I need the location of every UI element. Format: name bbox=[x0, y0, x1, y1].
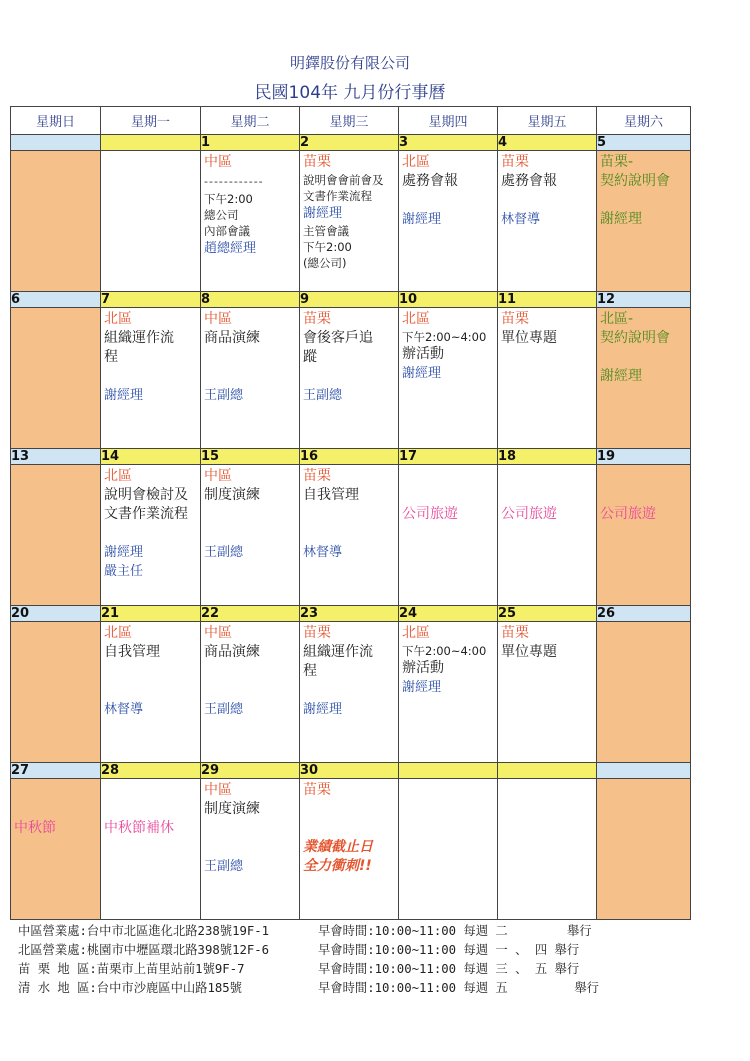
event-line bbox=[104, 781, 197, 800]
day-events bbox=[11, 779, 100, 840]
date-number: 29 bbox=[201, 763, 300, 779]
event-line: 王副總 bbox=[204, 859, 244, 874]
event-line: 謝經理 bbox=[402, 212, 442, 227]
event-line bbox=[402, 486, 494, 505]
event-line bbox=[14, 781, 97, 800]
date-number: 25 bbox=[498, 606, 597, 622]
day-events bbox=[399, 151, 497, 231]
event-line: 組織運作流 bbox=[104, 330, 174, 346]
date-number bbox=[399, 763, 498, 779]
day-cell bbox=[201, 465, 300, 606]
date-number: 14 bbox=[101, 449, 201, 465]
event-line: 北區 bbox=[402, 154, 430, 170]
date-number: 3 bbox=[399, 135, 498, 151]
date-number: 28 bbox=[101, 763, 201, 779]
date-number bbox=[11, 135, 101, 151]
date-number: 10 bbox=[399, 292, 498, 308]
event-line bbox=[204, 348, 296, 367]
event-line: 苗栗 bbox=[303, 782, 331, 798]
date-number: 20 bbox=[11, 606, 101, 622]
event-line bbox=[204, 367, 296, 386]
event-line: 趙總經理 bbox=[204, 241, 257, 256]
calendar-table bbox=[10, 106, 691, 920]
date-number: 6 bbox=[11, 292, 101, 308]
week-content-row bbox=[11, 779, 691, 920]
event-line: 北區 bbox=[104, 468, 132, 484]
event-line: 主管會議 bbox=[303, 224, 349, 238]
day-cell bbox=[300, 308, 399, 449]
date-number bbox=[597, 763, 691, 779]
event-line: 中區 bbox=[204, 468, 232, 484]
date-number: 23 bbox=[300, 606, 399, 622]
day-cell bbox=[101, 779, 201, 920]
date-row bbox=[11, 606, 691, 622]
date-number: 13 bbox=[11, 449, 101, 465]
event-line: 公司旅遊 bbox=[501, 506, 557, 522]
event-line bbox=[104, 800, 197, 819]
day-events bbox=[399, 308, 497, 385]
day-events bbox=[11, 308, 100, 312]
day-cell bbox=[11, 779, 101, 920]
event-line: 苗栗 bbox=[501, 311, 529, 327]
weekday-header: 星期一 bbox=[101, 107, 201, 135]
day-cell bbox=[399, 308, 498, 449]
event-line: 總公司 bbox=[204, 208, 239, 222]
day-cell bbox=[300, 151, 399, 292]
day-events bbox=[597, 151, 690, 231]
date-row bbox=[11, 449, 691, 465]
event-line: 中區 bbox=[204, 782, 232, 798]
date-row bbox=[11, 292, 691, 308]
event-line: 組織運作流 bbox=[303, 644, 373, 660]
day-cell bbox=[597, 779, 691, 920]
day-cell bbox=[399, 779, 498, 920]
date-number: 7 bbox=[101, 292, 201, 308]
event-line: 中區 bbox=[204, 154, 232, 170]
event-line bbox=[303, 819, 395, 838]
date-number: 30 bbox=[300, 763, 399, 779]
meeting-time: 早會時間:10:00~11:00 每週 三 、 五 舉行 bbox=[318, 962, 580, 976]
event-line: 苗栗 bbox=[303, 311, 331, 327]
event-line: 契約說明會 bbox=[600, 330, 670, 346]
date-number: 21 bbox=[101, 606, 201, 622]
event-line bbox=[402, 467, 494, 486]
day-events bbox=[101, 151, 200, 155]
event-line: 謝經理 bbox=[402, 680, 442, 695]
day-events bbox=[201, 151, 299, 260]
event-line: 下午2:00 bbox=[303, 240, 352, 254]
office-info-footer bbox=[18, 922, 599, 998]
date-number: 22 bbox=[201, 606, 300, 622]
week-content-row bbox=[11, 465, 691, 606]
event-line: 北區 bbox=[104, 625, 132, 641]
day-cell bbox=[597, 308, 691, 449]
date-number: 17 bbox=[399, 449, 498, 465]
event-line: 全力衝刺!! bbox=[303, 858, 372, 874]
event-line: 苗栗 bbox=[303, 625, 331, 641]
event-line: 林督導 bbox=[104, 702, 144, 717]
event-line: 蹤 bbox=[303, 349, 317, 365]
day-events bbox=[201, 779, 299, 878]
event-line bbox=[303, 505, 395, 524]
event-line: 自我管理 bbox=[104, 644, 160, 660]
event-line bbox=[14, 800, 97, 819]
day-events bbox=[300, 151, 398, 273]
day-cell bbox=[597, 622, 691, 763]
event-line bbox=[204, 819, 296, 838]
event-line: 處務會報 bbox=[402, 173, 458, 189]
day-events bbox=[101, 465, 200, 583]
office-line bbox=[18, 922, 599, 941]
event-line bbox=[600, 191, 687, 210]
day-cell bbox=[399, 622, 498, 763]
event-line: 公司旅遊 bbox=[402, 506, 458, 522]
event-line bbox=[204, 681, 296, 700]
event-line: 謝經理 bbox=[600, 211, 642, 227]
event-line: 北區 bbox=[104, 311, 132, 327]
event-line: 自我管理 bbox=[303, 487, 359, 503]
calendar-title: 民國104年 九月份行事曆 bbox=[254, 83, 446, 103]
weekday-header: 星期二 bbox=[201, 107, 300, 135]
day-cell bbox=[101, 465, 201, 606]
event-line: 單位專題 bbox=[501, 330, 557, 346]
day-cell bbox=[201, 308, 300, 449]
event-line: 王副總 bbox=[204, 545, 244, 560]
event-line: 下午2:00~4:00 bbox=[402, 330, 487, 344]
day-events bbox=[498, 308, 596, 350]
day-cell bbox=[201, 622, 300, 763]
day-cell bbox=[101, 308, 201, 449]
event-line: 苗栗- bbox=[600, 154, 634, 170]
day-cell bbox=[201, 779, 300, 920]
day-events bbox=[11, 151, 100, 155]
date-number: 18 bbox=[498, 449, 597, 465]
event-line: 中區 bbox=[204, 625, 232, 641]
date-number: 1 bbox=[201, 135, 300, 151]
event-line: 中秋節補休 bbox=[104, 820, 174, 836]
day-events bbox=[101, 308, 200, 407]
day-events bbox=[399, 465, 497, 526]
day-events bbox=[201, 622, 299, 721]
event-line bbox=[104, 662, 197, 681]
day-cell bbox=[11, 622, 101, 763]
office-address: 中區營業處:台中市北區進化北路238號19F-1 bbox=[18, 924, 270, 938]
event-line: 苗栗 bbox=[501, 625, 529, 641]
weekday-header: 星期三 bbox=[300, 107, 399, 135]
day-events bbox=[300, 308, 398, 407]
event-line: 北區 bbox=[402, 311, 430, 327]
day-events bbox=[498, 779, 596, 783]
date-number bbox=[498, 763, 597, 779]
event-line: 嚴主任 bbox=[104, 564, 144, 579]
event-line bbox=[204, 662, 296, 681]
day-events bbox=[498, 151, 596, 231]
meeting-time: 早會時間:10:00~11:00 每週 五 舉行 bbox=[318, 981, 599, 995]
date-number: 16 bbox=[300, 449, 399, 465]
weekday-header-row bbox=[11, 107, 691, 135]
event-line bbox=[600, 467, 687, 486]
date-number: 26 bbox=[597, 606, 691, 622]
day-events bbox=[597, 622, 690, 626]
office-line bbox=[18, 941, 599, 960]
event-line: (總公司) bbox=[303, 256, 347, 270]
day-events bbox=[201, 465, 299, 564]
day-cell bbox=[11, 465, 101, 606]
event-line: 下午2:00 bbox=[204, 192, 253, 206]
event-line: 謝經理 bbox=[303, 206, 343, 221]
event-line: 業績截止日 bbox=[303, 839, 373, 855]
day-cell bbox=[300, 622, 399, 763]
weekday-header: 星期五 bbox=[498, 107, 597, 135]
event-line bbox=[104, 367, 197, 386]
event-line: 內部會議 bbox=[204, 224, 250, 238]
day-cell bbox=[300, 779, 399, 920]
event-line: 制度演練 bbox=[204, 801, 260, 817]
event-line: 文書作業流程 bbox=[303, 189, 372, 203]
date-number bbox=[101, 135, 201, 151]
event-line: 處務會報 bbox=[501, 173, 557, 189]
day-events bbox=[11, 465, 100, 469]
event-line: 苗栗 bbox=[501, 154, 529, 170]
event-line: 契約說明會 bbox=[600, 173, 670, 189]
event-line: 謝經理 bbox=[600, 368, 642, 384]
event-line: 王副總 bbox=[204, 702, 244, 717]
day-events bbox=[300, 622, 398, 721]
day-cell bbox=[498, 465, 597, 606]
event-line: 王副總 bbox=[204, 388, 244, 403]
event-line: 苗栗 bbox=[303, 468, 331, 484]
day-cell bbox=[498, 622, 597, 763]
event-line bbox=[501, 467, 593, 486]
day-events bbox=[399, 622, 497, 699]
day-events bbox=[101, 622, 200, 721]
day-cell bbox=[300, 465, 399, 606]
event-line: 苗栗 bbox=[303, 154, 331, 170]
event-line bbox=[104, 681, 197, 700]
event-line: 會後客戶追 bbox=[303, 330, 373, 346]
event-line: 下午2:00~4:00 bbox=[402, 644, 487, 658]
event-line: 說明會會前會及 bbox=[303, 173, 384, 187]
event-line: 林督導 bbox=[303, 545, 343, 560]
office-address: 苗 栗 地 區:苗栗市上苗里站前1號9F-7 bbox=[18, 962, 245, 976]
event-line bbox=[303, 524, 395, 543]
day-events bbox=[300, 465, 398, 564]
day-cell bbox=[498, 308, 597, 449]
event-line bbox=[204, 524, 296, 543]
date-row bbox=[11, 763, 691, 779]
event-line bbox=[303, 367, 395, 386]
event-line bbox=[402, 191, 494, 210]
event-line: 謝經理 bbox=[303, 702, 343, 717]
day-cell bbox=[597, 151, 691, 292]
event-line: 辦活動 bbox=[402, 660, 444, 676]
office-line bbox=[18, 979, 599, 998]
date-number: 2 bbox=[300, 135, 399, 151]
day-cell bbox=[101, 622, 201, 763]
date-number: 19 bbox=[597, 449, 691, 465]
date-number: 5 bbox=[597, 135, 691, 151]
event-line: 商品演練 bbox=[204, 644, 260, 660]
event-line: 北區- bbox=[600, 311, 634, 327]
day-events bbox=[101, 779, 200, 840]
day-cell bbox=[498, 779, 597, 920]
event-line bbox=[600, 348, 687, 367]
date-number: 11 bbox=[498, 292, 597, 308]
day-cell bbox=[11, 151, 101, 292]
week-content-row bbox=[11, 151, 691, 292]
week-content-row bbox=[11, 308, 691, 449]
event-line: 謝經理 bbox=[402, 366, 442, 381]
event-line: 程 bbox=[104, 349, 118, 365]
office-address: 清 水 地 區:台中市沙鹿區中山路185號 bbox=[18, 981, 242, 995]
weekday-header: 星期六 bbox=[597, 107, 691, 135]
day-events bbox=[11, 622, 100, 626]
office-address: 北區營業處:桃園市中壢區環北路398號12F-6 bbox=[18, 943, 270, 957]
date-row bbox=[11, 135, 691, 151]
day-cell bbox=[399, 151, 498, 292]
day-cell bbox=[201, 151, 300, 292]
day-events bbox=[498, 622, 596, 664]
calendar-body bbox=[11, 135, 691, 920]
date-number: 27 bbox=[11, 763, 101, 779]
date-number: 15 bbox=[201, 449, 300, 465]
event-line bbox=[204, 838, 296, 857]
date-number: 12 bbox=[597, 292, 691, 308]
day-events bbox=[597, 779, 690, 783]
event-line: 單位專題 bbox=[501, 644, 557, 660]
date-number: 24 bbox=[399, 606, 498, 622]
event-line bbox=[303, 681, 395, 700]
event-line: 文書作業流程 bbox=[104, 506, 188, 522]
event-line: 謝經理 bbox=[104, 388, 144, 403]
meeting-time: 早會時間:10:00~11:00 每週 一 、 四 舉行 bbox=[318, 943, 580, 957]
week-content-row bbox=[11, 622, 691, 763]
event-line: 北區 bbox=[402, 625, 430, 641]
event-line bbox=[501, 191, 593, 210]
date-number: 8 bbox=[201, 292, 300, 308]
event-line: 商品演練 bbox=[204, 330, 260, 346]
day-cell bbox=[498, 151, 597, 292]
day-cell bbox=[101, 151, 201, 292]
event-line bbox=[303, 800, 395, 819]
day-cell bbox=[399, 465, 498, 606]
event-line: 辦活動 bbox=[402, 346, 444, 362]
day-events bbox=[201, 308, 299, 407]
event-line: 謝經理 bbox=[104, 545, 144, 560]
day-events bbox=[399, 779, 497, 783]
day-events bbox=[597, 308, 690, 388]
weekday-header: 星期四 bbox=[399, 107, 498, 135]
event-line: 制度演練 bbox=[204, 487, 260, 503]
event-line: 林督導 bbox=[501, 212, 541, 227]
event-line bbox=[600, 486, 687, 505]
event-line bbox=[204, 505, 296, 524]
date-number: 9 bbox=[300, 292, 399, 308]
day-cell bbox=[11, 308, 101, 449]
event-line bbox=[104, 524, 197, 543]
company-name: 明鐸股份有限公司 bbox=[289, 54, 410, 72]
event-line: ------------ bbox=[204, 175, 264, 188]
day-events bbox=[498, 465, 596, 526]
event-line bbox=[501, 486, 593, 505]
day-events bbox=[597, 465, 690, 526]
event-line: 中秋節 bbox=[14, 820, 56, 836]
meeting-time: 早會時間:10:00~11:00 每週 二 舉行 bbox=[318, 924, 592, 938]
office-line bbox=[18, 960, 599, 979]
event-line: 說明會檢討及 bbox=[104, 487, 188, 503]
event-line: 程 bbox=[303, 663, 317, 679]
event-line: 中區 bbox=[204, 311, 232, 327]
event-line: 王副總 bbox=[303, 388, 343, 403]
weekday-header: 星期日 bbox=[11, 107, 101, 135]
day-cell bbox=[597, 465, 691, 606]
day-events bbox=[300, 779, 398, 878]
event-line: 公司旅遊 bbox=[600, 506, 656, 522]
date-number: 4 bbox=[498, 135, 597, 151]
